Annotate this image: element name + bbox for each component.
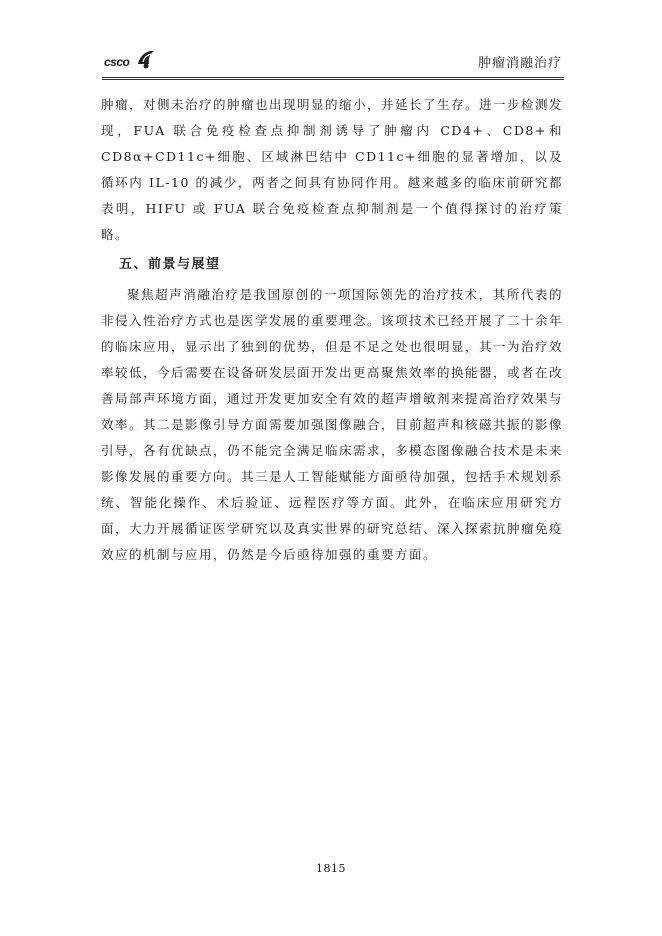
page-number: 1815 (316, 862, 346, 875)
logo-emblem-icon (134, 46, 158, 70)
header-rule (102, 77, 564, 80)
section-heading: 五、前景与展望 (119, 257, 221, 272)
section-paragraph: 聚焦超声消融治疗是我国原创的一项国际领先的治疗技术，其所代表的非侵入性治疗方式也是医学发展的重要理念。该项技术已经开展了二十余年的临床应用，显示出了独到的优势，但是不足之处也很明显，其一为治疗效率较低，今后需要在设备研发层面开发出更高聚焦效率的换能器，或者在改善局部声环境方面，通过开发更加安全有效的超声增敏剂来提高治疗效果与效率。其二是影像引导方面需要加强图像融合，目前超声和核磁共振的影像引导，各有优缺点，仍不能完全满足临床需求，多模态图像融合技术是未来影像发展的重要方向。其三是人工智能赋能方面亟待加强，包括手术规划系统、智能化操作、术后验证、远程医疗等方面。此外，在临床应用研究方面，大力开展循证医学研究以及真实世界的研究总结、深入探索抗肿瘤免疫效应的机制与应用，仍然是今后亟待加强的重要方面。 (101, 287, 564, 562)
continued-paragraph: 肿瘤，对侧未治疗的肿瘤也出现明显的缩小，并延长了生存。进一步检测发现，FUA 联合免疫检查点抑制剂诱导了肿瘤内 CD4+、CD8+和 CD8α+CD11c+细胞、区域淋巴结中 CD11c+细胞的显著增加，以及循环内 IL-10 的减少，两者之间具有协同作用。越来越多的临床前研究都表明，HIFU 或 FUA 联合免疫检查点抑制剂是一个值得探讨的治疗策略。 (101, 97, 564, 242)
page-body (101, 92, 563, 568)
running-title: 肿瘤消融治疗 (477, 56, 562, 71)
csco-logo (104, 46, 168, 74)
logo-text: csco (104, 55, 130, 69)
page-header (104, 46, 564, 76)
